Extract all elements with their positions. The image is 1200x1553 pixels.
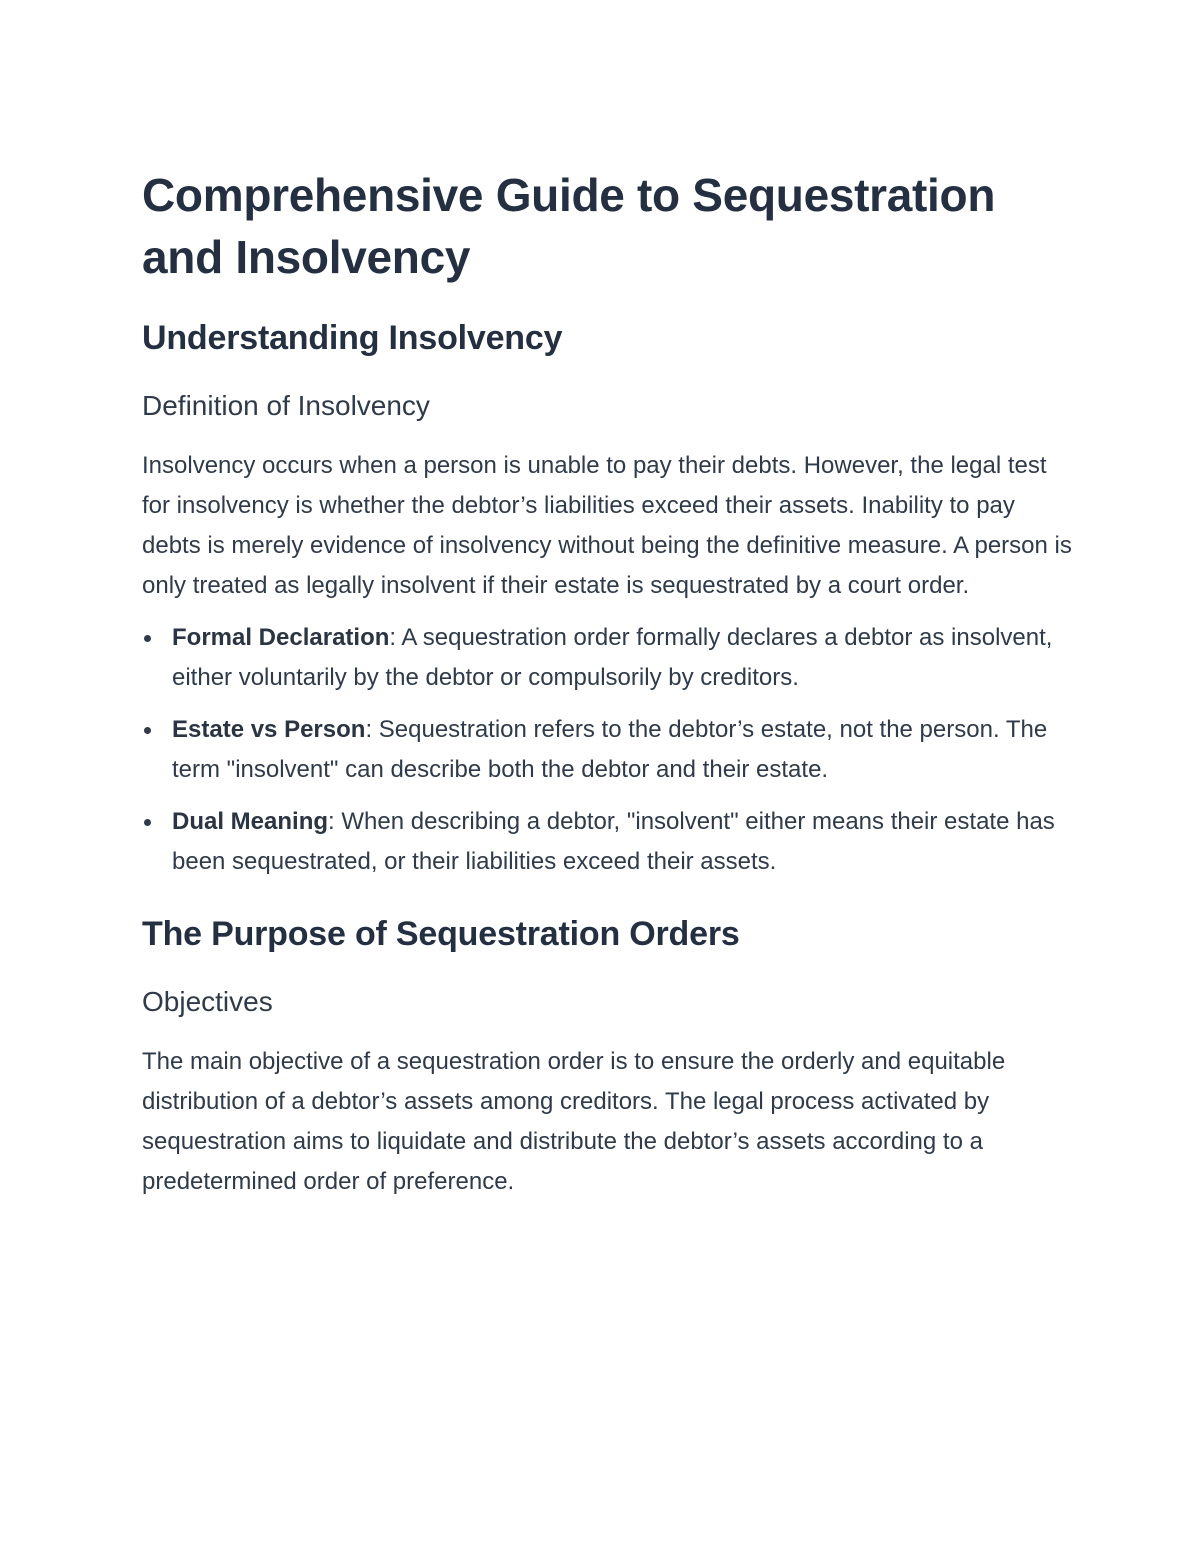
bullet-term: Estate vs Person — [172, 716, 366, 743]
bullet-text: : Sequestration refers to the debtor’s estate, not the person. The term "insolvent" can describe both the debtor and their estate. — [172, 716, 1048, 783]
document-page — [142, 160, 1072, 1202]
list-item — [142, 618, 1072, 698]
bullet-icon — [144, 727, 151, 734]
list-item — [142, 802, 1072, 882]
bullet-text: : A sequestration order formally declares a debtor as insolvent, either voluntarily by the debtor or compulsorily by creditors. — [172, 624, 1053, 691]
bullet-term: Dual Meaning — [172, 808, 329, 835]
bullet-icon — [144, 819, 151, 826]
insolvency-bullet-list — [142, 618, 1072, 882]
list-item — [142, 710, 1072, 790]
bullet-icon — [144, 635, 151, 642]
section-heading-purpose-of-sequestration-orders: The Purpose of Sequestration Orders — [142, 915, 740, 953]
subheading-objectives: Objectives — [142, 986, 273, 1017]
section-heading-understanding-insolvency: Understanding Insolvency — [142, 319, 563, 357]
subheading-definition-of-insolvency: Definition of Insolvency — [142, 390, 430, 421]
definition-paragraph: Insolvency occurs when a person is unable to pay their debts. However, the legal test for insolvency is whether the debtor’s liabilities exceed their assets. Inability to pay debts is merely evidence of insolvency without being the definitive measure. A person is only treated as legally insolvent if their estate is sequestrated by a court order. — [142, 452, 1072, 599]
bullet-text: : When describing a debtor, "insolvent" either means their estate has been sequestrated, or their liabilities exceed their assets. — [172, 808, 1055, 875]
objectives-paragraph: The main objective of a sequestration order is to ensure the orderly and equitable distribution of a debtor’s assets among creditors. The legal process activated by sequestration aims to liquidate and distribute the debtor’s assets according to a predetermined order of preference. — [142, 1048, 1006, 1195]
bullet-term: Formal Declaration — [172, 624, 390, 651]
page-title: Comprehensive Guide to Sequestration and Insolvency — [142, 169, 996, 283]
